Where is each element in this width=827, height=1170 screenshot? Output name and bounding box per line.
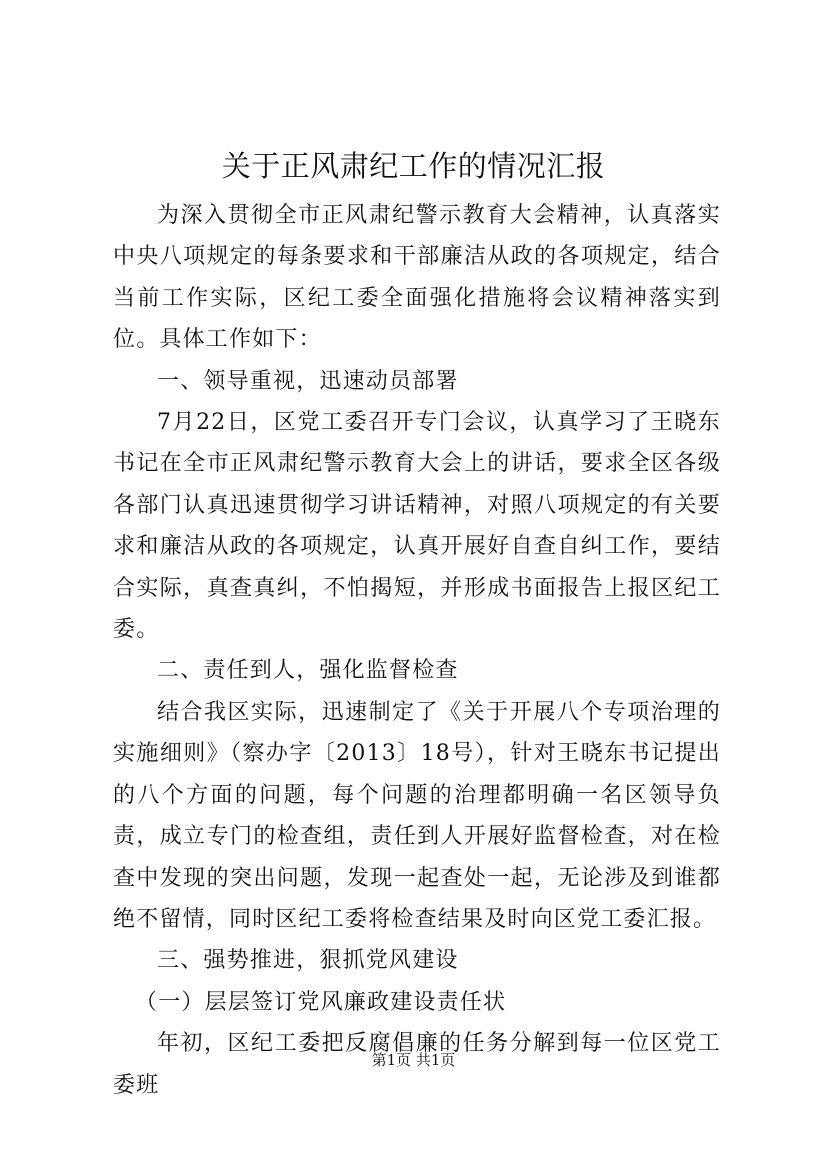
subsection-1-paragraph: 年初，区纪工委把反腐倡廉的任务分解到每一位区党工委班 — [113, 1031, 721, 1098]
section-1-paragraph: 7月22日，区党工委召开专门会议，认真学习了王晓东书记在全市正风肃纪警示教育大会上的讲话，要求全区各级各部门认真迅速贯彻学习讲话精神，对照八项规定的有关要求和廉洁从政的各项规定，认真开展好自查自纠工作，要结合实际，真查真纠，不怕揭短，并形成书面报告上报区纪工委。 — [113, 410, 721, 643]
document-title: 关于正风肃纪工作的情况汇报 — [221, 149, 606, 183]
intro-paragraph: 为深入贯彻全市正风肃纪警示教育大会精神，认真落实中央八项规定的每条要求和干部廉洁从政的各项规定，结合当前工作实际，区纪工委全面强化措施将会议精神落实到位。具体工作如下： — [113, 203, 721, 353]
document-body — [113, 195, 721, 1106]
section-heading-2: 二、责任到人，强化监督检查 — [157, 658, 459, 684]
section-heading-1: 一、领导重视，迅速动员部署 — [157, 368, 459, 394]
subsection-heading-1: （一）层层签订党风廉政建设责任状 — [135, 989, 507, 1015]
section-heading-3: 三、强势推进，狠抓党风建设 — [157, 948, 459, 974]
page-footer: 第1页 共1页 — [371, 1051, 456, 1069]
section-2-paragraph: 结合我区实际，迅速制定了《关于开展八个专项治理的实施细则》（察办字〔2013〕18号），针对王晓东书记提出的八个方面的问题，每个问题的治理都明确一名区领导负责，成立专门的检查组，责任到人开展好监督检查，对在检查中发现的突出问题，发现一起查处一起，无论涉及到谁都绝不留情，同时区纪工委将检查结果及时向区党工委汇报。 — [113, 699, 721, 932]
